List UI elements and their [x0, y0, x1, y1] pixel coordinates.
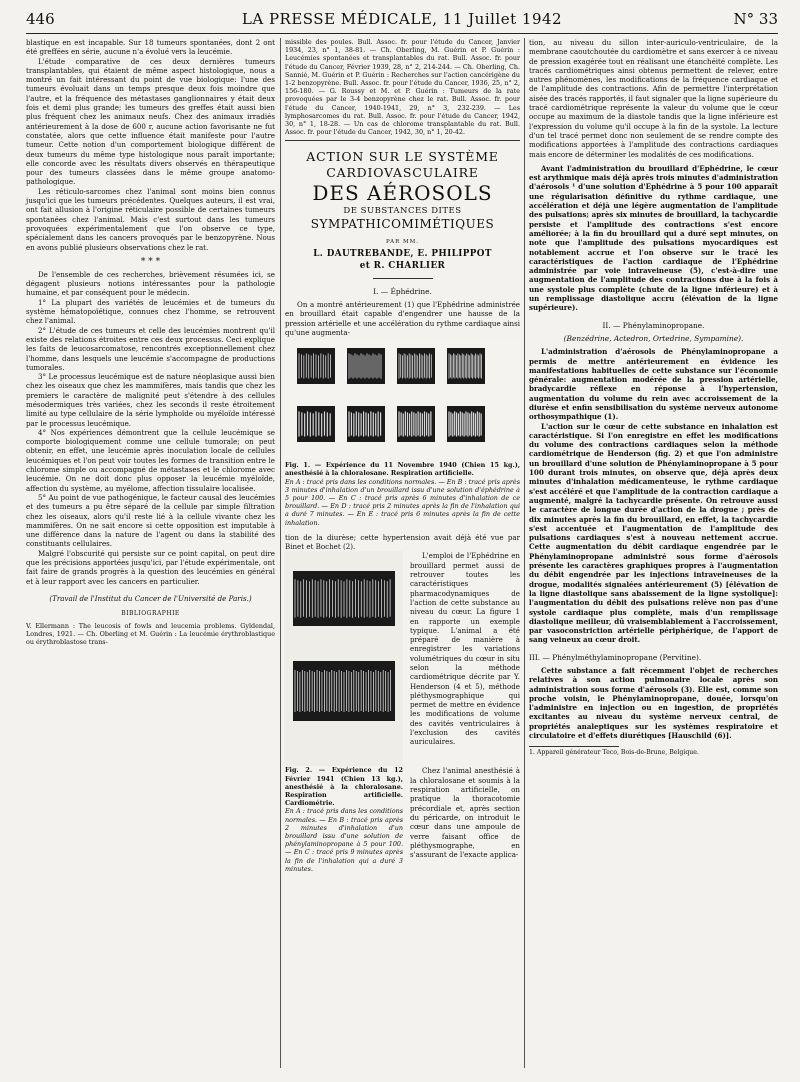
article-title-line: CARDIOVASCULAIRE [326, 165, 479, 181]
masthead: LA PRESSE MÉDICALE, 11 Juillet 1942 [241, 10, 563, 28]
paragraph: L'action sur le cœur de cette substance en inhalation est caractéristique. Si l'on enregistre en effet les modifications du volume des contractions cardiaques selon la méthode cardiométrique de Henderson (fig. 2) et que l'on administre un brouillard d'une solution de Phénylaminopropane à 5 pour 100 durant trois minutes, on observe que, déjà après deux minutes d'inhalation médicamenteuse, le rythme cardiaque s'est accéléré et que l'amplitude de la contraction cardiaque a augmenté, malgré la tachycardie présente. On retrouve aussi le caractère de longue durée d'action de la drogue ; près de dix minutes après la fin du brouillard, en effet, la tachycardie s'est accentuée et l'augmentation de l'amplitude des pulsations cardiaques s'est à nouveau nettement accrue. Cette augmentation du débit cardiaque engendrée par le Phénylaminopropane administré sous forme d'aérosols présente les caractères graphiques propres à l'augmentation du débit engendrée par les injections intraveineuses de la drogue, modalités signalées antérieurement (5) [élévation de la ligne diastolique sans abaissement de la ligne systolique]: l'augmentation du débit des pulsations relève non pas d'une systole cardiaque plus complète, mais d'un remplissage diastolique meilleur, dû vraisemblablement à l'accroissement, par vasoconstriction artérielle périphérique, de l'apport de sang veineux au cœur droit. [529, 421, 778, 645]
footnote: 1. Appareil générateur Teco, Bois-de-Brune, Belgique. [529, 749, 699, 757]
figure-1-cardiometric-traces [285, 340, 520, 458]
header-rule [26, 33, 778, 34]
column-divider [524, 38, 525, 1068]
figure-2 [285, 551, 403, 766]
paragraph: On a montré antérieurement (1) que l'Ephédrine administrée en brouillard était capable d'engendrer une hausse de la pression artérielle et une accélération du rythme cardiaque ainsi qu'une augmenta- [285, 300, 520, 337]
authors-line: et R. CHARLIER [359, 260, 446, 271]
column-right [529, 38, 778, 757]
article-title-line: SYMPATHICOMIMÉTIQUES [310, 217, 495, 232]
section-heading: III. — Phénylméthylaminopropane (Pervitine). [529, 652, 702, 662]
section-separator: * * * [140, 256, 161, 267]
paragraph: tion, au niveau du sillon inter-auriculo-ventriculaire, de la membrane caoutchoutée du cardiomètre et sans exercer à ce niveau de pression exagérée tout en réalisant une étanchéité complète. Les tracés cardiométriques ainsi obtenus permettent de relever, entre autres phénomènes, les modifications de la fréquence cardiaque et de l'amplitude des contractions. Afin de permettre l'interprétation aisée des tracés rapportés, il faut signaler que la ligne supérieure du tracé cardiométrique représente la valeur du volume que le cœur occupe au maximum de la diastole tandis que la ligne inférieure est l'expression du volume qu'il occupe à la fin de la systole. La lecture d'un tel tracé permet donc non seulement de se rendre compte des modifications apportées à l'amplitude des contractions cardiaques mais encore de déterminer les modalités de ces modifications. [529, 38, 778, 159]
paragraph: Malgré l'obscurité qui persiste sur ce point capital, on peut dire que les précisions apportées jusqu'ici, par l'étude expérimentale, ont fait faire de grands progrès à la question des leucémies en général et à leur rapport avec les cancers en particulier. [26, 548, 275, 586]
column-middle [285, 38, 520, 916]
figure-1 [285, 340, 520, 458]
figure-2-cardiometric-traces [285, 551, 403, 766]
column-left [26, 38, 275, 646]
page-number: 446 [26, 10, 55, 28]
by-label: PAR MM. [385, 239, 420, 246]
paragraph: blastique en est incapable. Sur 18 tumeurs spontanées, dont 2 ont été greffées en série, aucune n'a évolué vers la leucémie. [26, 38, 275, 57]
section-heading: II. — Phénylaminopropane. [602, 320, 705, 330]
figure-1-caption: Fig. 1. — Expérience du 11 Novembre 1940 (Chien 15 kg.), anesthésié à la chloralosane. Respiration artificielle. [285, 461, 520, 478]
trace-panel [447, 348, 485, 384]
paragraph: Avant l'administration du brouillard d'Ephédrine, le cœur est arythmique mais déjà après trois minutes d'administration d'aérosols ¹ d'une solution d'Ephédrine à 5 pour 100 apparaît une régularisation définitive du rythme cardiaque, une accélération et déjà une légère augmentation de l'amplitude des pulsations; après six minutes de brouillard, la tachycardie persiste et l'amplitude des contractions s'est encore améliorée; à la fin du brouillard qui a duré sept minutes, on note que l'amplitude des pulsations myocardiques est notablement accrue et l'on observe sur le tracé les caractéristiques de l'action cardiaque de l'Ephédrine administrée par voie intraveineuse (5), c'est-à-dire une augmentation de l'amplitude des contractions due à la fois à une systole plus complète (chute de la ligne inférieure) et à un remplissage diastolique accru (élévation de la ligne supérieure). [529, 163, 778, 313]
paragraph: Chez l'animal anesthésié à la chloralosane et soumis à la respiration artificielle, on pratique la thoracotomie précordiale et, après section du péricarde, on introduit le cœur dans une ampoule de verre faisant office de pléthysmographe, en s'assurant de l'exacte applica- [410, 766, 520, 860]
article-title-line: ACTION SUR LE SYSTÈME [306, 149, 499, 165]
paragraph: L'administration d'aérosols de Phénylaminopropane a permis de mettre antérieurement en évidence les manifestations habituelles de cette substance sur l'économie générale: augmentation modérée de la pression artérielle, bradycardie réflexe en réponse à l'hypertension, augmentation du volume du rein avec accroissement de la diurèse et enfin sensibilisation du système nerveux autonome orthosympathique (1). [529, 347, 778, 422]
paragraph: Les réticulo-sarcomes chez l'animal sont moins bien connus jusqu'ici que les tumeurs précédentes. Quelques auteurs, il est vrai, ont fait allusion à l'origine réticulaire possible de certaines tumeurs spontanées chez l'animal. Mais c'est surtout dans les tumeurs provoquées expérimentalement que l'on observe ce type, spécialement dans les cancers provoqués par le benzopyrène. Nous en avons publié plusieurs observations chez le rat. [26, 186, 275, 252]
paragraph: Cette substance a fait récemment l'objet de recherches relatives à son action pulmonaire locale après son administration sous forme d'aérosols (3). Elle est, comme son proche voisin, le Phénylaminopropane, douée, lorsqu'on l'administre en injection ou en ingestion, de propriétés excitantes au niveau du système nerveux central, de propriétés analeptiques sur les systèmes respiratoire et circulatoire et d'effets diurétiques [Hauschild (6)]. [529, 666, 778, 741]
column-divider [280, 38, 281, 1068]
paragraph: 5° Au point de vue pathogénique, le facteur causal des leucémies et des tumeurs a pu être séparé de la cellule par simple filtration chez les oiseaux, alors qu'il reste lié à la cellule vivante chez les mammifères. On ne sait encore si cette opposition est imputable à une différence dans la nature de l'agent ou dans la stabilité des constituants cellulaires. [26, 492, 275, 549]
issue-number: N° 33 [733, 10, 778, 28]
bibliography-title: BIBLIOGRAPHIE [121, 610, 180, 618]
title-rule [373, 278, 433, 279]
paragraph: tion de la diurèse; cette hypertension avait déjà été vue par Binet et Bochet (2). [285, 532, 520, 552]
institution-credit: (Travail de l'Institut du Cancer de l'Université de Paris.) [49, 593, 252, 603]
paragraph: L'emploi de l'Ephédrine en brouillard permet aussi de retrouver toutes les caractéristiques pharmacodynamiques de l'action de cette substance au niveau du cœur. La figure 1 en rapporte un exemple typique. L'animal a été préparé de manière à enregistrer les variations volumétriques du cœur in situ selon la méthode cardiométrique décrite par Y. Henderson (4 et 5), méthode pléthysmographique qui permet de mettre en évidence les modifications de volume des cavités ventriculaires à l'exclusion des cavités auriculaires. [410, 551, 520, 747]
bibliography-entry: V. Ellermann : The leucosis of fowls and leucemia problems. Gyldendal, Londres, 1921. — Ch. Oberling et M. Guérin : La leucémie érythroblastique ou érythroblastose trans- [26, 621, 275, 646]
paragraph: De l'ensemble de ces recherches, brièvement résumées ici, se dégagent plusieurs notions intéressantes pour la pathologie humaine, et par conséquent pour le médecin. [26, 269, 275, 298]
paragraph: 1° La plupart des variétés de leucémies et de tumeurs du système hématopoïétique, connues chez l'homme, se retrouvent chez l'animal. [26, 297, 275, 326]
paragraph: L'étude comparative de ces deux dernières tumeurs transplantables, qui étaient de même aspect histologique, nous a montré un fait intéressant du point de vue biologique: l'une des tumeurs évoluait dans un temps presque deux fois moindre que l'autre, et la fréquence des métastases ganglionnaires y était deux fois et demi plus grande; les tumeurs des greffes était aussi bien plus fréquent chez les animaux neufs. Chez des animaux irradiés antérieurement à la dose de 600 r, aucune action favorisante ne fut constatée, alors que cette influence était manifeste pour l'autre tumeur. Cette notion d'un comportement biologique différent de deux tumeurs du même type histologique nous paraît importante; elle concorde avec les résultats divers observés en thérapeutique pour des tumeurs classées dans le même groupe anatomo-pathologique. [26, 56, 275, 187]
article-title-block [285, 149, 520, 271]
paragraph: 4° Nos expériences démontrent que la cellule leucémique se comporte biologiquement comme une cellule tumorale; on peut obtenir, en effet, une leucémie après inoculation locale de cellules leucémiques et l'on peut voir toutes les formes de transition entre le chlorome simple ou accompagné de métastases et le chlorome avec leucémie. On ne doit donc plus opposer la leucémie myéloïde, affection du système, au myélome, affection tissulaire localisée. [26, 427, 275, 493]
figure-2-caption: Fig. 2. — Expérience du 12 Février 1941 (Chien 13 kg.), anesthésié à la chloralosane. Respiration artificielle. Cardiométrie. [285, 766, 403, 808]
authors-line: L. DAUTREBANDE, E. PHILIPPOT [313, 248, 492, 259]
article-rule [285, 140, 520, 141]
article-title-line: DE SUBSTANCES DITES [343, 206, 462, 217]
bibliography-continuation: missible des poules. Bull. Assoc. fr. pour l'étude du Cancer, Janvier 1934, 23, n° 1, 38-81. — Ch. Oberling, M. Guérin et P. Guérin : Leucémies spontanées et transplantables du rat. Bull. Assoc. fr. pour l'étude du Cancer, Février 1939, 28, n° 2, 214-244. — Ch. Oberling, Ch. Sannié, M. Guérin et P. Guérin : Recherches sur l'action cancérigène du 1-2 benzopyrène. Bull. Assoc. fr. pour l'étude du Cancer, 1936, 25, n° 2, 156-180. — G. Roussy et M. et P. Guérin : Tumeurs de la rate provoquées par le 3-4 benzopyrène chez le rat. Bull. Assoc. fr. pour l'étude du Cancer, 1940-1941, 29, n° 3, 232-239. — Les lymphosarcomes du rat. Bull. Assoc. fr. pour l'étude du Cancer, 1942, 30, n° 1, 18-28. — Un cas de chlorome transplantable du rat. Bull. Assoc. fr. pour l'étude du Cancer, 1942, 30, n° 1, 20-42. [285, 38, 520, 137]
figure-2-legend: En A : tracé pris dans les conditions normales. — En B : tracé pris après 2 minutes d'inhalation d'un brouillard issu d'une solution de phénylaminopropane à 5 pour 100. — En C : tracé pris 9 minutes après la fin de l'inhalation qui a duré 3 minutes. [285, 807, 403, 873]
article-title-main: DES AÉROSOLS [312, 181, 493, 206]
section-heading: I. — Éphédrine. [373, 286, 432, 296]
paragraph: 3° Le processus leucémique est de nature néoplasique aussi bien chez les oiseaux que chez les mammifères, mais tandis que chez les premiers le caractère de malignité peut s'étendre à des cellules mésodermiques très variées, chez les seconds il reste étroitement limité au type cellulaire de la série lymphoïde ou myéloïde intéressé par le processus leucémique. [26, 372, 275, 428]
paragraph: 2° L'étude de ces tumeurs et celle des leucémies montrent qu'il existe des relations étroites entre ces deux processus. Ceci explique les faits de leucosarcomatose, rencontrés exceptionnellement chez l'homme, dans lesquels une leucémie s'accompagne de productions tumorales. [26, 325, 275, 372]
figure-1-legend: En A : tracé pris dans les conditions normales. — En B : tracé pris après 3 minutes d'inhalation d'un brouillard issu d'une solution d'éphédrine à 5 pour 100. — En C : tracé pris après 6 minutes d'inhalation de ce brouillard. — En D : tracé pris 2 minutes après la fin de l'inhalation qui a duré 7 minutes. — En E : tracé pris 6 minutes après la fin de cette inhalation. [285, 477, 520, 527]
section-subheading: (Benzédrine, Actedron, Ortedrine, Sympamine). [563, 333, 744, 343]
page-header [26, 8, 778, 30]
